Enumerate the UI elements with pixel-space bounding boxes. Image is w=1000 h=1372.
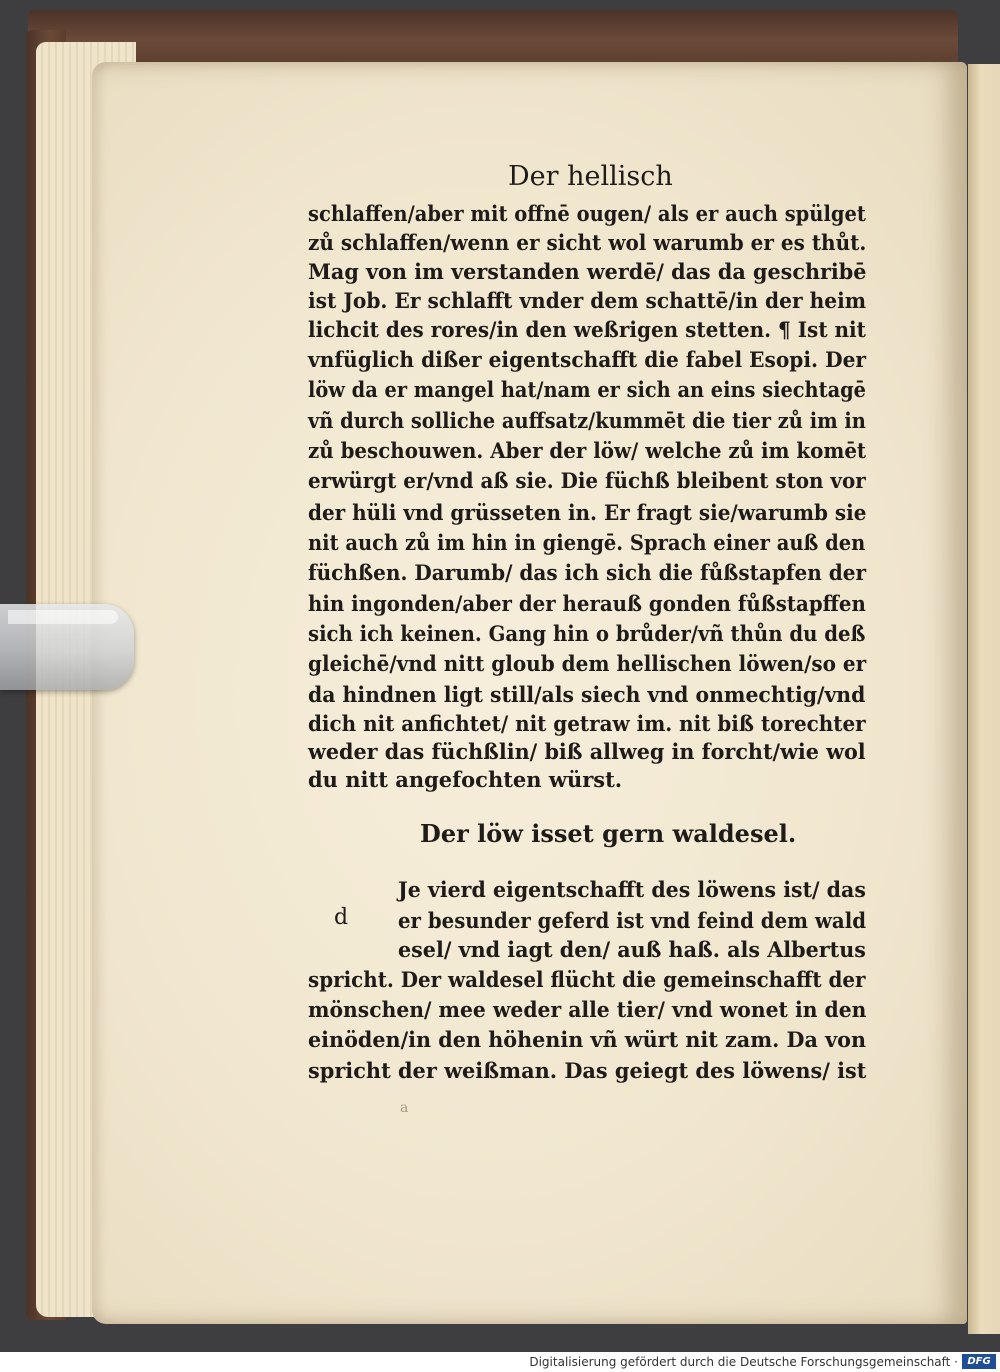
text-line: vnfüglich dißer eigentschafft die fabel Esopi. Der	[308, 347, 867, 372]
page-clip	[0, 604, 134, 690]
text-line: weder das füchßlin/ biß allweg in forcht/wie wol	[308, 739, 866, 764]
text-line: zů schlaffen/wenn er sicht wol warumb er es thůt.	[308, 230, 867, 255]
text-line: vñ durch solliche auffsatz/kummēt die tier zů im in	[308, 408, 866, 433]
text-line: nit auch zů im hin in giengē. Sprach einer auß den	[308, 530, 866, 555]
clip-highlight	[8, 610, 118, 624]
text-line: zů beschouwen. Aber der löw/ welche zů im komēt	[308, 438, 867, 463]
funding-credit: Digitalisierung gefördert durch die Deutsche Forschungsgemeinschaft ·	[529, 1355, 958, 1369]
text-line: füchßen. Darumb/ das ich sich die fůßstapfen der	[308, 560, 867, 585]
facing-page-edge	[968, 64, 1000, 1334]
section-heading: Der löw isset gern waldesel.	[420, 819, 797, 848]
text-line: mönschen/ mee weder alle tier/ vnd wonet in den	[308, 997, 867, 1022]
text-line: Je vierd eigentschafft des löwens ist/ das	[398, 877, 866, 902]
text-line: der hüli vnd grüsseten in. Er fragt sie/warumb sie	[308, 500, 867, 525]
running-head: Der hellisch	[508, 161, 673, 192]
dfg-logo: DFG	[962, 1354, 996, 1369]
text-line: da hindnen ligt still/als siech vnd onmechtig/vnd	[308, 682, 866, 707]
text-line: Mag von im verstanden werdē/ das da geschribē	[308, 259, 867, 284]
initial-guide-letter: d	[334, 905, 349, 930]
text-line: gleichē/vnd nitt gloub dem hellischen löwen/so er	[308, 651, 867, 676]
text-line: spricht. Der waldesel flücht die gemeinschafft der	[308, 967, 866, 992]
text-line: ist Job. Er schlafft vnder dem schattē/in der heim	[308, 288, 867, 313]
text-line: spricht der weißman. Das geiegt des löwens/ ist	[308, 1058, 867, 1083]
book-cover-top	[28, 10, 958, 70]
text-line: du nitt angefochten würst.	[308, 767, 623, 792]
text-line: lichcit des rores/in den weßrigen stetten. ¶ Ist nit	[308, 317, 866, 342]
text-line: hin ingonden/aber der herauß gonden fůßstapffen	[308, 591, 866, 616]
page-mark: a	[400, 1100, 409, 1116]
text-line: erwürgt er/vnd aß sie. Die füchß bleibent ston vor	[308, 468, 866, 493]
text-line: er besunder geferd ist vnd feind dem wald	[398, 908, 867, 933]
text-line: esel/ vnd iagt den/ auß haß. als Albertus	[398, 937, 866, 962]
text-line: löw da er mangel hat/nam er sich an eins siechtagē	[308, 377, 866, 402]
text-line: sich ich keinen. Gang hin o brůder/vñ thůn du deß	[308, 621, 866, 646]
footer-bar	[0, 1352, 1000, 1372]
text-line: schlaffen/aber mit offnē ougen/ als er auch spülget	[308, 201, 866, 226]
text-line: einöden/in den höhenin vñ würt nit zam. Da von	[308, 1027, 867, 1052]
text-line: dich nit anfichtet/ nit getraw im. nit biß torechter	[308, 711, 866, 736]
